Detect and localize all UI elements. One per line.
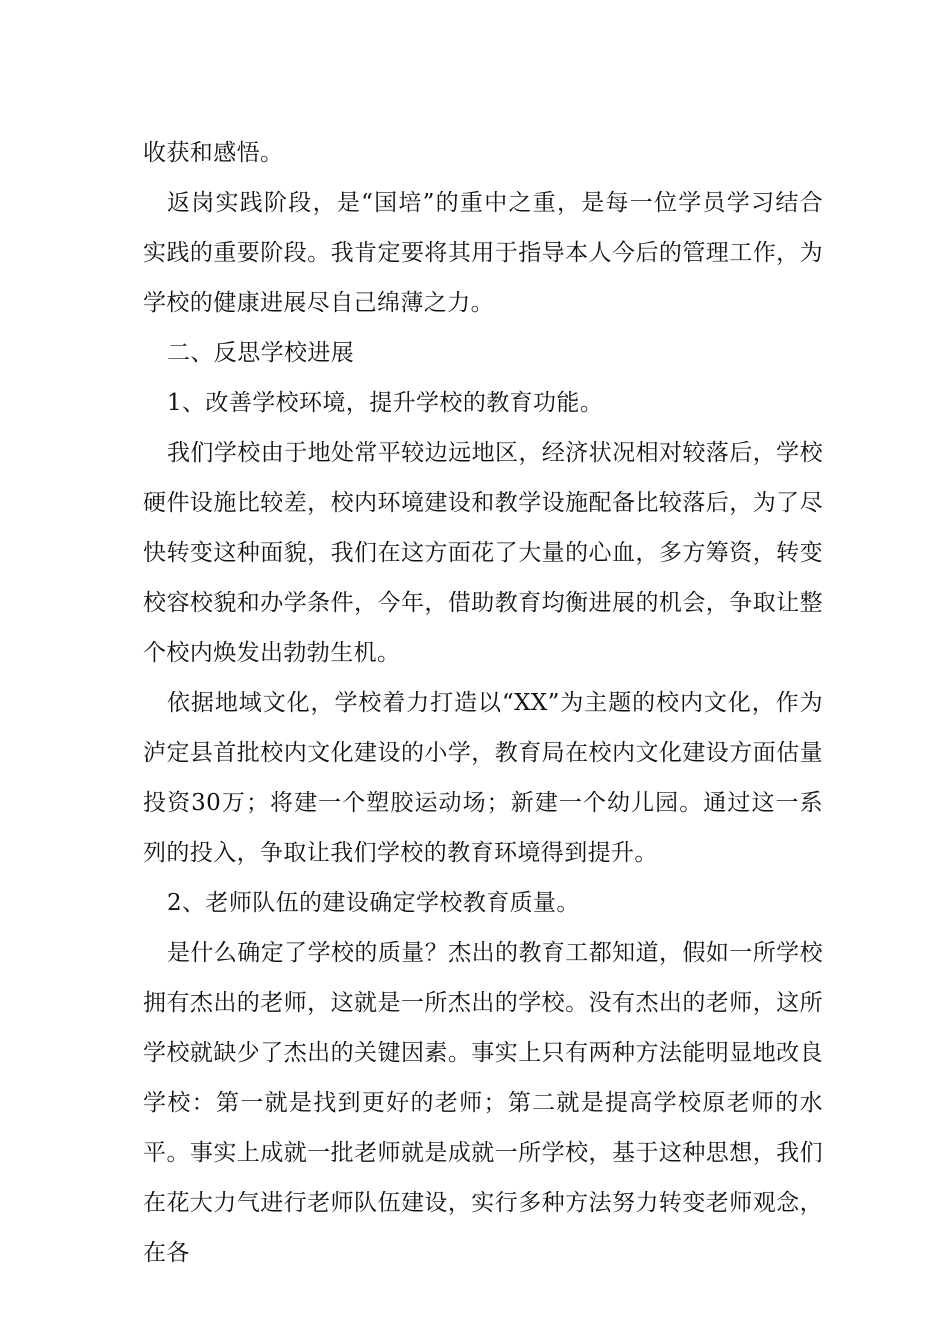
paragraph-practice-stage: 返岗实践阶段，是“国培”的重中之重，是每一位学员学习结合实践的重要阶段。我肯定要将其用于指导本人今后的管理工作，为学校的健康进展尽自己绵薄之力。 xyxy=(143,190,823,316)
paragraph-school-conditions: 我们学校由于地处常平较边远地区，经济状况相对较落后，学校硬件设施比较差，校内环境建设和教学设施配备比较落后，为了尽快转变这种面貌，我们在这方面花了大量的心血，多方筹资，转变校容校貌和办学条件，今年，借助教育均衡进展的机会，争取让整个校内焕发出勃勃生机。 xyxy=(143,440,823,666)
paragraph-teacher-quality: 是什么确定了学校的质量？杰出的教育工都知道，假如一所学校拥有杰出的老师，这就是一所杰出的学校。没有杰出的老师，这所学校就缺少了杰出的关键因素。事实上只有两种方法能明显地改良学校：第一就是找到更好的老师；第二就是提高学校原老师的水平。事实上成就一批老师就是成就一所学校，基于这种思想，我们在花大力气进行老师队伍建设，实行多种方法努力转变老师观念，在各 xyxy=(143,940,823,1266)
subheading-environment: 1、改善学校环境，提升学校的教育功能。 xyxy=(167,390,604,416)
document-body xyxy=(143,128,823,1278)
section-heading-reflection: 二、反思学校进展 xyxy=(167,340,355,366)
paragraph-campus-culture: 依据地域文化，学校着力打造以“XX”为主题的校内文化，作为泸定县首批校内文化建设的小学，教育局在校内文化建设方面估量投资30万；将建一个塑胶运动场；新建一个幼儿园。通过这一系列的投入，争取让我们学校的教育环境得到提升。 xyxy=(143,690,823,866)
subheading-teacher-team: 2、老师队伍的建设确定学校教育质量。 xyxy=(167,890,580,916)
paragraph-continuation: 收获和感悟。 xyxy=(143,140,284,166)
